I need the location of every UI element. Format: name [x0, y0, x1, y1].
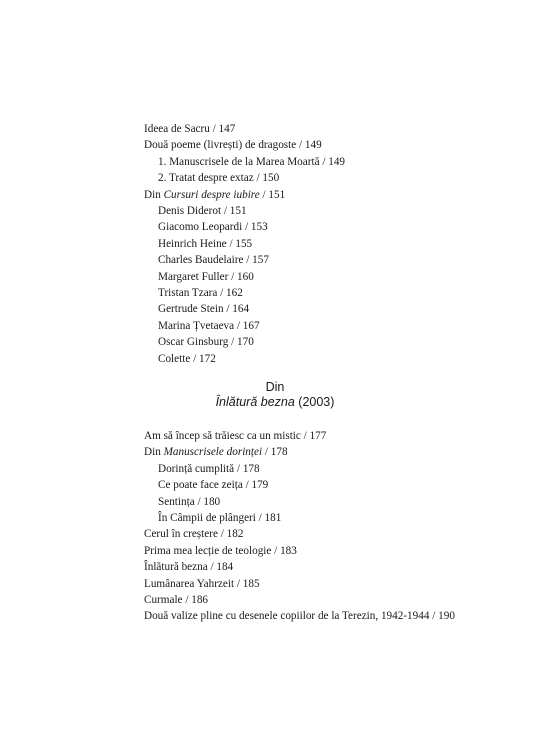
toc-entry [144, 576, 455, 592]
toc-entry [144, 318, 345, 334]
toc-entry-text: Giacomo Leopardi / 153 [158, 221, 268, 234]
section-book-year: (2003) [294, 395, 335, 409]
toc-entry-text: Marina Țvetaeva / 167 [158, 319, 260, 332]
table-of-contents-part-2 [144, 428, 455, 625]
toc-entry-text: Am să încep să trăiesc ca un mistic / 177 [144, 430, 327, 442]
toc-entry-text: Ce poate face zeița / 179 [158, 479, 269, 492]
toc-entry [144, 592, 455, 608]
toc-entry [144, 477, 455, 493]
toc-entry [144, 510, 455, 526]
toc-entry [144, 428, 455, 444]
toc-entry-text: Charles Baudelaire / 157 [158, 254, 269, 267]
section-book-title: Înlătură bezna [215, 395, 295, 409]
toc-entry-text: Oscar Ginsburg / 170 [158, 336, 254, 349]
toc-entry-text: Două valize pline cu desenele copiilor de la Terezin, 1942-1944 / 190 [144, 610, 455, 623]
section-heading-prefix: Din [265, 380, 285, 394]
toc-entry-text: Heinrich Heine / 155 [158, 237, 253, 250]
toc-entry [144, 154, 345, 170]
toc-entry-text: / 178 [262, 446, 288, 459]
toc-entry-text: Tristan Tzara / 162 [158, 287, 243, 300]
toc-entry-text: Gertrude Stein / 164 [158, 303, 250, 316]
toc-entry [144, 170, 345, 186]
toc-entry [144, 285, 345, 301]
toc-entry [144, 301, 345, 317]
toc-entry-text: Colette / 172 [158, 352, 216, 365]
toc-entry [144, 269, 345, 285]
toc-entry-text: Cerul în creștere / 182 [144, 528, 244, 541]
toc-entry [144, 219, 345, 235]
toc-entry-text: Ideea de Sacru / 147 [144, 123, 236, 135]
toc-entry-text: Prima mea lecție de teologie / 183 [144, 544, 297, 557]
toc-entry-text: În Câmpii de plângeri / 181 [158, 512, 282, 525]
section-heading [0, 380, 550, 410]
toc-entry [144, 526, 455, 542]
toc-entry-text: 2. Tratat despre extaz / 150 [158, 172, 280, 185]
toc-entry [144, 444, 455, 460]
section-heading-title-line [0, 395, 550, 410]
toc-entry-text: Înlătură bezna / 184 [144, 561, 234, 574]
toc-entry [144, 608, 455, 624]
toc-entry [144, 236, 345, 252]
toc-entry-italic-title: Manuscrisele dorinței [163, 446, 263, 459]
toc-entry [144, 543, 455, 559]
toc-entry-prefix: Din [144, 188, 164, 201]
toc-entry [144, 187, 345, 203]
toc-entry-prefix: Din [144, 446, 164, 459]
toc-entry-text: 1. Manuscrisele de la Marea Moartă / 149 [158, 155, 346, 168]
toc-entry-text: Curmale / 186 [144, 594, 209, 607]
toc-entry-italic-title: Cursuri despre iubire [163, 188, 260, 201]
toc-entry-text: Sentința / 180 [158, 495, 221, 508]
toc-entry-text: / 151 [259, 188, 286, 201]
toc-entry [144, 252, 345, 268]
toc-entry [144, 494, 455, 510]
toc-entry [144, 461, 455, 477]
toc-entry-text: Dorință cumplită / 178 [158, 462, 260, 475]
toc-entry [144, 121, 345, 137]
toc-entry [144, 351, 345, 367]
toc-entry [144, 559, 455, 575]
toc-entry-text: Margaret Fuller / 160 [158, 270, 254, 283]
toc-entry-text: Denis Diderot / 151 [158, 205, 247, 218]
toc-entry [144, 334, 345, 350]
toc-entry-text: Lumânarea Yahrzeit / 185 [144, 577, 260, 590]
toc-entry-text: Două poeme (livrești) de dragoste / 149 [144, 139, 322, 152]
toc-entry [144, 137, 345, 153]
table-of-contents-part-1 [144, 121, 345, 367]
toc-entry [144, 203, 345, 219]
